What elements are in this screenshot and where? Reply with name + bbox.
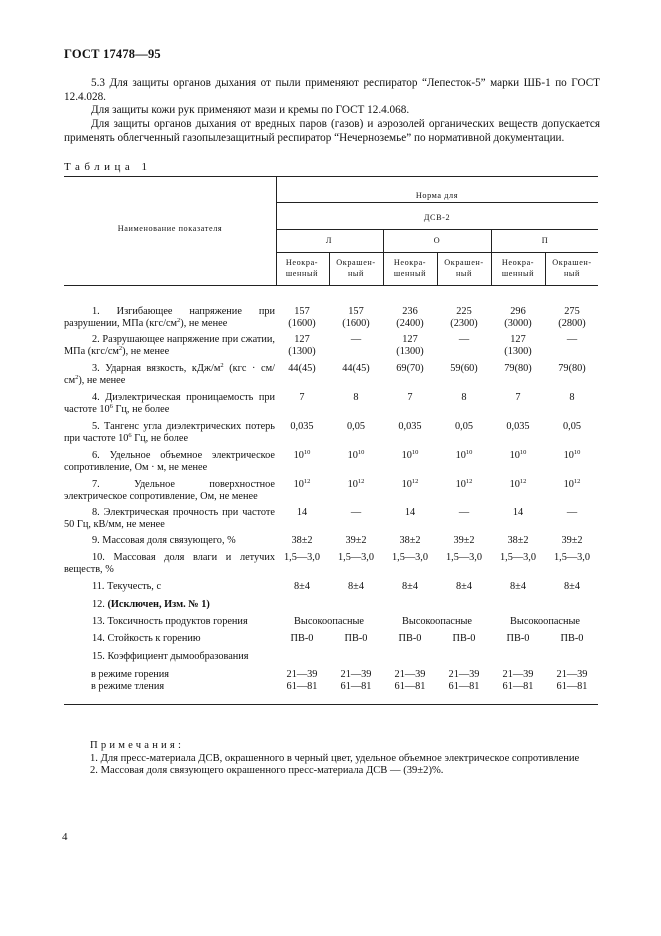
cell-value: 127 (1300) <box>288 334 316 358</box>
cell-value: 38±2 <box>399 535 421 546</box>
subcol-header: Неокра- шенный <box>393 258 427 278</box>
table-rule-h <box>64 704 598 705</box>
cell-value: — <box>458 507 470 518</box>
cell-value: 7 <box>515 392 521 403</box>
cell-value: 1,5—3,0 <box>553 552 591 563</box>
paragraph-skin-protection: Для защиты кожи рук применяют мази и кремы по ГОСТ 12.4.068. <box>91 104 410 116</box>
row-label: в режиме тления <box>91 681 165 692</box>
cell-value: $10^{12}$ <box>347 478 365 490</box>
cell-value: 8 <box>461 392 467 403</box>
cell-value: 69(70) <box>396 363 424 374</box>
table-rule-h <box>64 176 598 177</box>
cell-value: 8±4 <box>510 581 526 592</box>
cell-value: 275 (2800) <box>558 306 586 330</box>
cell-value: 61—81 <box>502 681 534 692</box>
table-rule-h <box>276 202 598 203</box>
note-2: 2. Массовая доля связующего окрашенного пресс-материала ДСВ — (39±2)%. <box>90 765 444 776</box>
cell-value: 44(45) <box>342 363 370 374</box>
cell-value: 21—39 <box>286 669 318 680</box>
cell-value: 7 <box>299 392 305 403</box>
cell-value: 44(45) <box>288 363 316 374</box>
cell-value: 14 <box>296 507 308 518</box>
cell-value: 61—81 <box>394 681 426 692</box>
cell-value: ПВ-0 <box>560 633 584 644</box>
cell-value: ПВ-0 <box>506 633 530 644</box>
variant-header: Л <box>325 236 333 245</box>
row-label: 8. Электрическая прочность при частоте 50 Гц, кВ/мм, не менее <box>64 507 275 531</box>
table-caption: Таблица 1 <box>64 161 152 173</box>
cell-value: 8±4 <box>564 581 580 592</box>
document-header: ГОСТ 17478—95 <box>64 47 161 61</box>
cell-value: 21—39 <box>340 669 372 680</box>
cell-value: 0,035 <box>290 421 314 432</box>
row-label: 15. Коэффициент дымообразования <box>92 651 249 662</box>
cell-value: 21—39 <box>448 669 480 680</box>
subcol-header: Неокра- шенный <box>285 258 319 278</box>
cell-value: $10^{10}$ <box>347 449 365 461</box>
cell-value: $10^{10}$ <box>401 449 419 461</box>
subcol-header: Окрашен- ный <box>336 258 376 278</box>
cell-value: ПВ-0 <box>290 633 314 644</box>
cell-value: 21—39 <box>394 669 426 680</box>
cell-value: 79(80) <box>558 363 586 374</box>
variant-header: О <box>433 236 441 245</box>
cell-value: 38±2 <box>507 535 529 546</box>
cell-value: 1,5—3,0 <box>337 552 375 563</box>
cell-value: — <box>458 334 470 345</box>
cell-value: 127 (1300) <box>396 334 424 358</box>
col-header-name: Наименование показателя <box>117 224 223 233</box>
cell-value: 59(60) <box>450 363 478 374</box>
cell-value: 1,5—3,0 <box>445 552 483 563</box>
cell-value: $10^{12}$ <box>293 478 311 490</box>
page-number: 4 <box>62 831 68 843</box>
row-label: 10. Массовая доля влаги и летучих веществ, % <box>64 552 275 576</box>
cell-value: 61—81 <box>340 681 372 692</box>
row-label: 2. Разрушающее напряжение при сжатии, МПа $(кгс/см^2)$, не менее <box>64 334 275 358</box>
subcol-header: Окрашен- ный <box>552 258 592 278</box>
cell-value: $10^{12}$ <box>401 478 419 490</box>
table-rule-h <box>276 229 598 230</box>
cell-value: $10^{10}$ <box>563 449 581 461</box>
cell-value: 8 <box>569 392 575 403</box>
note-1: 1. Для пресс-материала ДСВ, окрашенного в черный цвет, удельное объемное электрическое сопротивление <box>90 752 580 764</box>
cell-value: 225 (2300) <box>450 306 478 330</box>
cell-value: ПВ-0 <box>398 633 422 644</box>
subcol-header: Неокра- шенный <box>501 258 535 278</box>
cell-value: 39±2 <box>453 535 475 546</box>
cell-value: 1,5—3,0 <box>283 552 321 563</box>
cell-value: 79(80) <box>504 363 532 374</box>
cell-value-group: Высокоопасные <box>402 616 472 627</box>
cell-value: 21—39 <box>556 669 588 680</box>
cell-value: 61—81 <box>448 681 480 692</box>
cell-value: — <box>566 507 578 518</box>
cell-value: ПВ-0 <box>452 633 476 644</box>
cell-value: 0,035 <box>506 421 530 432</box>
row-label: 12. (Исключен, Изм. № 1) <box>92 599 210 610</box>
row-label: 1. Изгибающее напряжение при разрушении, МПа $(кгс/см^2)$, не менее <box>64 306 275 330</box>
cell-value: 39±2 <box>561 535 583 546</box>
row-label: 6. Удельное объемное электрическое сопротивление, Ом · м, не менее <box>64 450 275 474</box>
cell-value: 127 (1300) <box>504 334 532 358</box>
row-label: 9. Массовая доля связующего, % <box>92 535 236 546</box>
cell-value: 8±4 <box>456 581 472 592</box>
cell-value: — <box>350 507 362 518</box>
cell-value-group: Высокоопасные <box>294 616 364 627</box>
paragraph-5-3: 5.3 Для защиты органов дыхания от пыли применяют респиратор “Лепесток-5” марки ШБ-1 по ГОСТ 12.4.028. <box>64 77 600 103</box>
group-header: Норма для <box>415 191 459 200</box>
cell-value: 0,05 <box>454 421 474 432</box>
cell-value: 0,035 <box>398 421 422 432</box>
cell-value: — <box>566 334 578 345</box>
row-label: 11. Текучесть, с <box>92 581 162 592</box>
cell-value: 39±2 <box>345 535 367 546</box>
cell-value: $10^{10}$ <box>455 449 473 461</box>
cell-value-group: Высокоопасные <box>510 616 580 627</box>
cell-value: 61—81 <box>556 681 588 692</box>
notes <box>90 740 579 778</box>
cell-value: — <box>350 334 362 345</box>
row-label: 13. Токсичность продуктов горения <box>92 616 248 627</box>
cell-value: 1,5—3,0 <box>499 552 537 563</box>
row-label: 7. Удельное поверхностное электрическое сопротивление, Ом, не менее <box>64 479 275 503</box>
cell-value: 14 <box>512 507 524 518</box>
notes-title: Примечания: <box>90 740 185 751</box>
cell-value: 296 (3000) <box>504 306 532 330</box>
cell-value: 1,5—3,0 <box>391 552 429 563</box>
cell-value: $10^{12}$ <box>509 478 527 490</box>
cell-value: $10^{12}$ <box>455 478 473 490</box>
cell-value: 21—39 <box>502 669 534 680</box>
variant-header: П <box>541 236 549 245</box>
cell-value: 8±4 <box>348 581 364 592</box>
cell-value: ПВ-0 <box>344 633 368 644</box>
cell-value: 0,05 <box>562 421 582 432</box>
cell-value: 0,05 <box>346 421 366 432</box>
cell-value: 61—81 <box>286 681 318 692</box>
row-label: 14. Стойкость к горению <box>92 633 201 644</box>
row-label: 5. Тангенс угла диэлектрических потерь при частоте $10^6$ Гц, не более <box>64 421 275 445</box>
cell-value: 8±4 <box>294 581 310 592</box>
cell-value: $10^{12}$ <box>563 478 581 490</box>
subcol-header: Окрашен- ный <box>444 258 484 278</box>
subgroup-header: ДСВ-2 <box>423 213 451 222</box>
row-label: в режиме горения <box>91 669 170 680</box>
cell-value: 38±2 <box>291 535 313 546</box>
cell-value: 8 <box>353 392 359 403</box>
cell-value: $10^{10}$ <box>293 449 311 461</box>
cell-value: 14 <box>404 507 416 518</box>
cell-value: 157 (1600) <box>288 306 316 330</box>
cell-value: 157 (1600) <box>342 306 370 330</box>
paragraph-respirator: Для защиты органов дыхания от вредных паров (газов) и аэрозолей органических веществ допускается применять облегченный газопылезащитный респиратор “Нечерноземье” по нормативной документации. <box>64 118 600 144</box>
cell-value: $10^{10}$ <box>509 449 527 461</box>
row-label: 4. Диэлектрическая проницаемость при частоте $10^6$ Гц, не более <box>64 392 275 416</box>
cell-value: 7 <box>407 392 413 403</box>
table-rule-h <box>64 285 598 286</box>
cell-value: 236 (2400) <box>396 306 424 330</box>
row-label: 3. Ударная вязкость, кДж/$м^2$ $(кгс \cdot см/см^2)$, не менее <box>64 362 276 387</box>
cell-value: 8±4 <box>402 581 418 592</box>
